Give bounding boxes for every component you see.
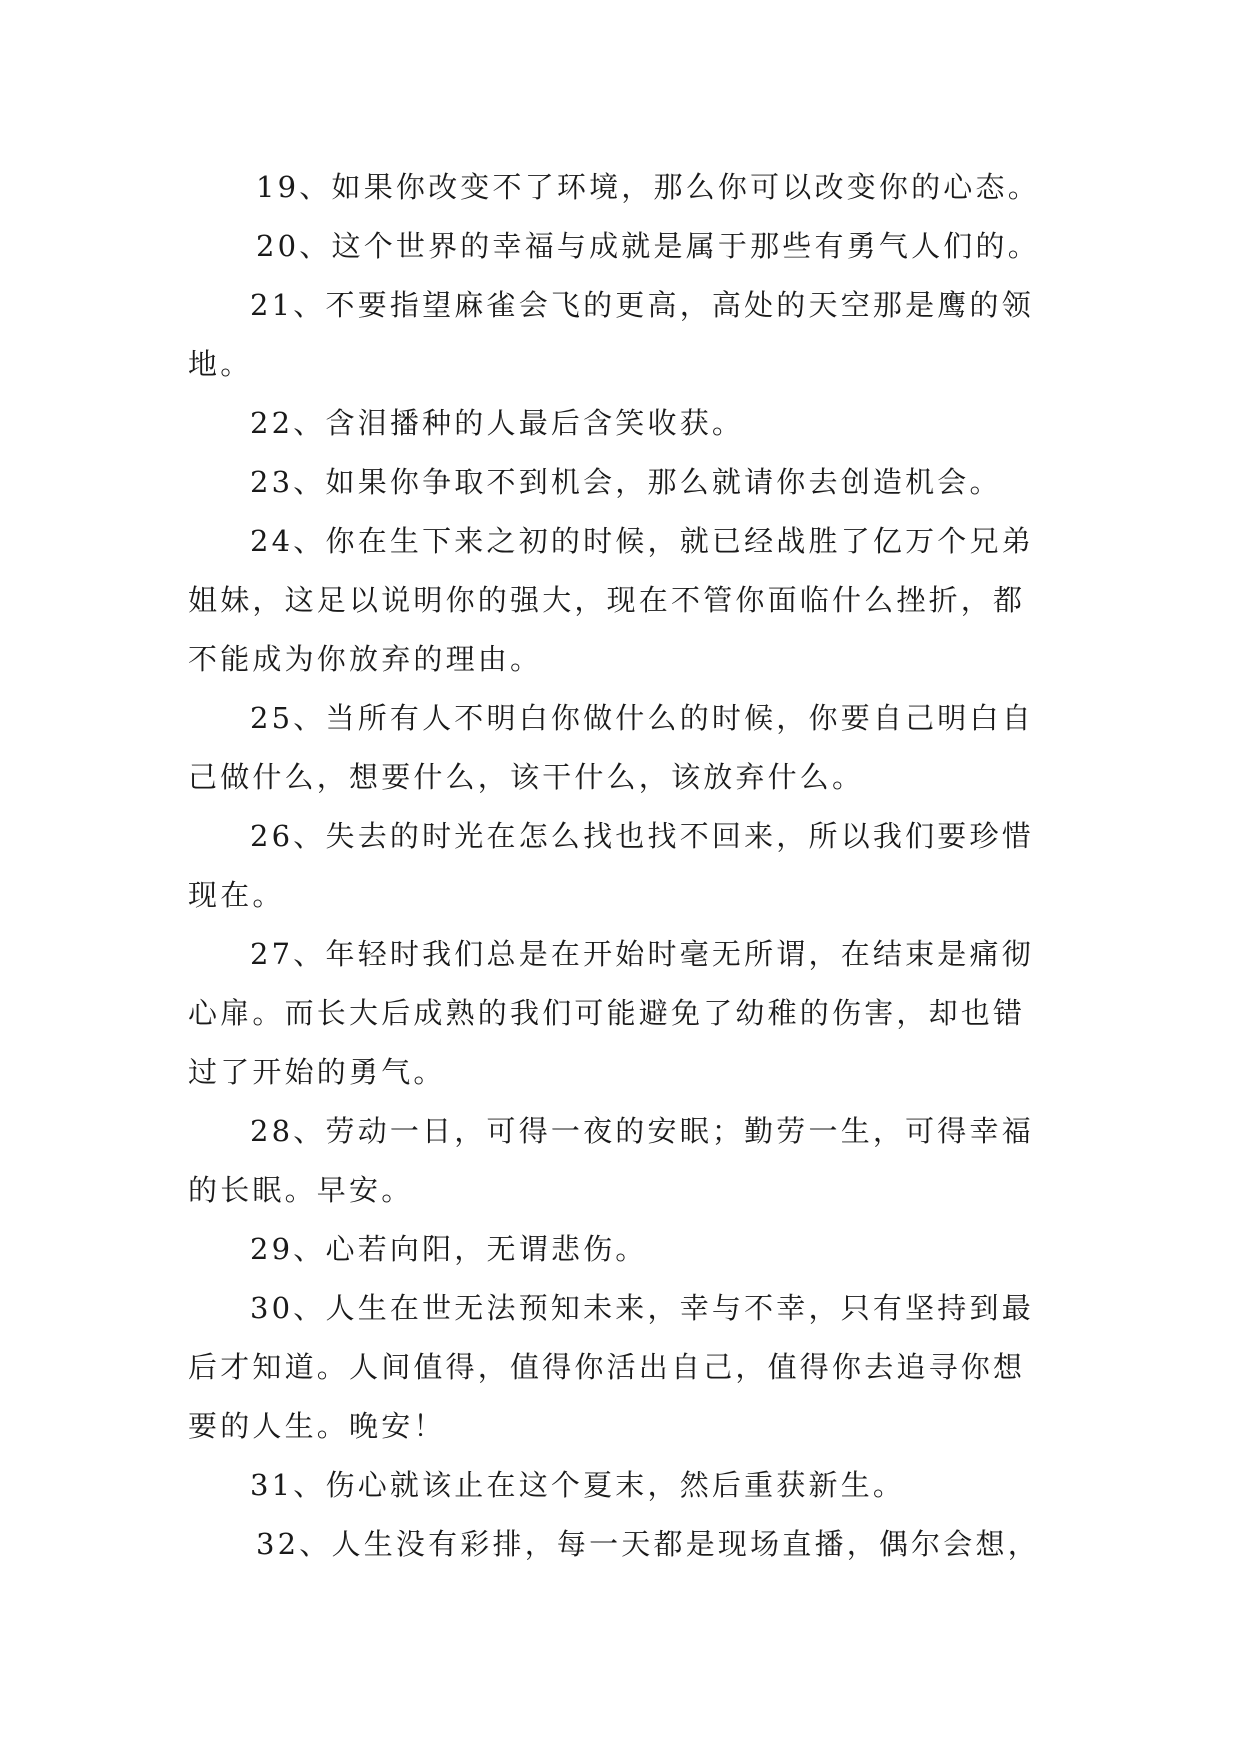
quote-26-cont: 现在。 bbox=[188, 878, 285, 912]
quote-32: 32、人生没有彩排，每一天都是现场直播，偶尔会想， bbox=[256, 1527, 1040, 1561]
quote-28-cont: 的长眠。早安。 bbox=[188, 1173, 414, 1207]
quote-27: 27、年轻时我们总是在开始时毫无所谓，在结束是痛彻 bbox=[250, 937, 1034, 971]
quote-21-cont: 地。 bbox=[188, 347, 253, 381]
quote-31: 31、伤心就该止在这个夏末，然后重获新生。 bbox=[250, 1468, 906, 1502]
quote-20: 20、这个世界的幸福与成就是属于那些有勇气人们的。 bbox=[256, 229, 1040, 263]
quote-30: 30、人生在世无法预知未来，幸与不幸，只有坚持到最 bbox=[250, 1291, 1034, 1325]
quote-27-cont-1: 心扉。而长大后成熟的我们可能避免了幼稚的伤害，却也错 bbox=[188, 996, 1026, 1030]
quote-23: 23、如果你争取不到机会，那么就请你去创造机会。 bbox=[250, 465, 1002, 499]
quote-21: 21、不要指望麻雀会飞的更高，高处的天空那是鹰的领 bbox=[250, 288, 1034, 322]
quote-30-cont-2: 要的人生。晚安！ bbox=[188, 1409, 446, 1443]
quote-22: 22、含泪播种的人最后含笑收获。 bbox=[250, 406, 745, 440]
quote-24-cont-1: 姐妹，这足以说明你的强大，现在不管你面临什么挫折，都 bbox=[188, 583, 1026, 617]
quote-26: 26、失去的时光在怎么找也找不回来，所以我们要珍惜 bbox=[250, 819, 1034, 853]
quote-25-cont: 己做什么，想要什么，该干什么，该放弃什么。 bbox=[188, 760, 865, 794]
quote-29: 29、心若向阳，无谓悲伤。 bbox=[250, 1232, 648, 1266]
quote-24: 24、你在生下来之初的时候，就已经战胜了亿万个兄弟 bbox=[250, 524, 1034, 558]
quote-28: 28、劳动一日，可得一夜的安眠；勤劳一生，可得幸福 bbox=[250, 1114, 1034, 1148]
quote-19: 19、如果你改变不了环境，那么你可以改变你的心态。 bbox=[256, 170, 1040, 204]
quote-27-cont-2: 过了开始的勇气。 bbox=[188, 1055, 446, 1089]
quote-30-cont-1: 后才知道。人间值得，值得你活出自己，值得你去追寻你想 bbox=[188, 1350, 1026, 1384]
quote-24-cont-2: 不能成为你放弃的理由。 bbox=[188, 642, 543, 676]
quote-25: 25、当所有人不明白你做什么的时候，你要自己明白自 bbox=[250, 701, 1034, 735]
